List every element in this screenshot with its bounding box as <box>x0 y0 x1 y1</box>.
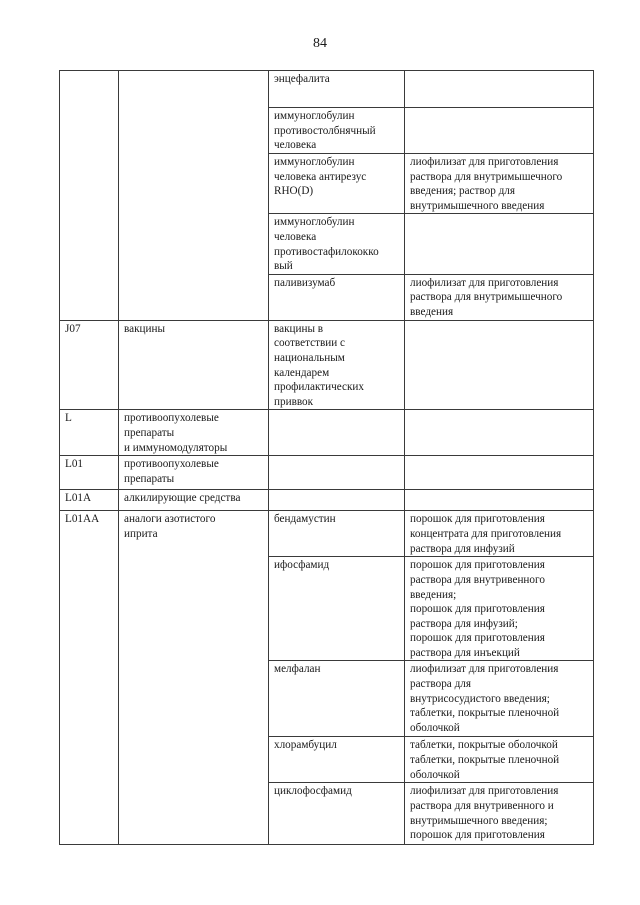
drug-name-cell: вакцины в соответствии с национальным календарем профилактических приввок <box>269 320 405 410</box>
dosage-form-cell <box>405 108 594 154</box>
table-row <box>60 511 594 557</box>
page-number: 84 <box>313 36 327 51</box>
atc-code-cell: L <box>60 410 119 456</box>
table-row <box>60 456 594 490</box>
dosage-form-cell: порошок для приготовления раствора для внутривенного введения; порошок для приготовления раствора для инфузий; порошок для приготовления раствора для инъекций <box>405 557 594 661</box>
drug-name-cell: иммуноглобулин человека противостафилококко вый <box>269 214 405 274</box>
table-row <box>60 71 594 108</box>
atc-code-cell: L01 <box>60 456 119 490</box>
drug-name-cell: бендамустин <box>269 511 405 557</box>
drug-name-cell <box>269 456 405 490</box>
group-name-cell: алкилирующие средства <box>119 490 269 511</box>
dosage-form-cell <box>405 71 594 108</box>
table-row <box>60 320 594 410</box>
drug-name-cell: паливизумаб <box>269 274 405 320</box>
drug-name-cell: иммуноглобулин противостолбнячный человека <box>269 108 405 154</box>
table-row <box>60 490 594 511</box>
atc-code-cell: L01AA <box>60 511 119 845</box>
dosage-form-cell <box>405 456 594 490</box>
dosage-form-cell: лиофилизат для приготовления раствора для внутримышечного введения; раствор для внутримышечного введения <box>405 154 594 214</box>
dosage-form-cell: лиофилизат для приготовления раствора для внутривенного и внутримышечного введения; порошок для приготовления <box>405 783 594 845</box>
atc-code-cell: J07 <box>60 320 119 410</box>
group-name-cell: вакцины <box>119 320 269 410</box>
dosage-form-cell <box>405 490 594 511</box>
drug-name-cell: энцефалита <box>269 71 405 108</box>
dosage-form-cell: порошок для приготовления концентрата для приготовления раствора для инфузий <box>405 511 594 557</box>
drug-name-cell <box>269 490 405 511</box>
group-name-cell: противоопухолевые препараты и иммуномодуляторы <box>119 410 269 456</box>
dosage-form-cell <box>405 320 594 410</box>
atc-code-cell <box>60 71 119 321</box>
dosage-form-cell <box>405 410 594 456</box>
table-row <box>60 410 594 456</box>
group-name-cell <box>119 71 269 321</box>
drug-name-cell: ифосфамид <box>269 557 405 661</box>
group-name-cell: аналоги азотистого иприта <box>119 511 269 845</box>
drug-name-cell: хлорамбуцил <box>269 737 405 783</box>
dosage-form-cell <box>405 214 594 274</box>
dosage-form-cell: лиофилизат для приготовления раствора для внутрисосудистого введения; таблетки, покрытые пленочной оболочкой <box>405 661 594 737</box>
atc-code-cell: L01A <box>60 490 119 511</box>
drug-name-cell <box>269 410 405 456</box>
drug-name-cell: циклофосфамид <box>269 783 405 845</box>
drug-name-cell: иммуноглобулин человека антирезус RHO(D) <box>269 154 405 214</box>
dosage-form-cell: лиофилизат для приготовления раствора для внутримышечного введения <box>405 274 594 320</box>
dosage-form-cell: таблетки, покрытые оболочкой таблетки, покрытые пленочной оболочкой <box>405 737 594 783</box>
drug-classification-table <box>59 70 594 845</box>
drug-name-cell: мелфалан <box>269 661 405 737</box>
group-name-cell: противоопухолевые препараты <box>119 456 269 490</box>
